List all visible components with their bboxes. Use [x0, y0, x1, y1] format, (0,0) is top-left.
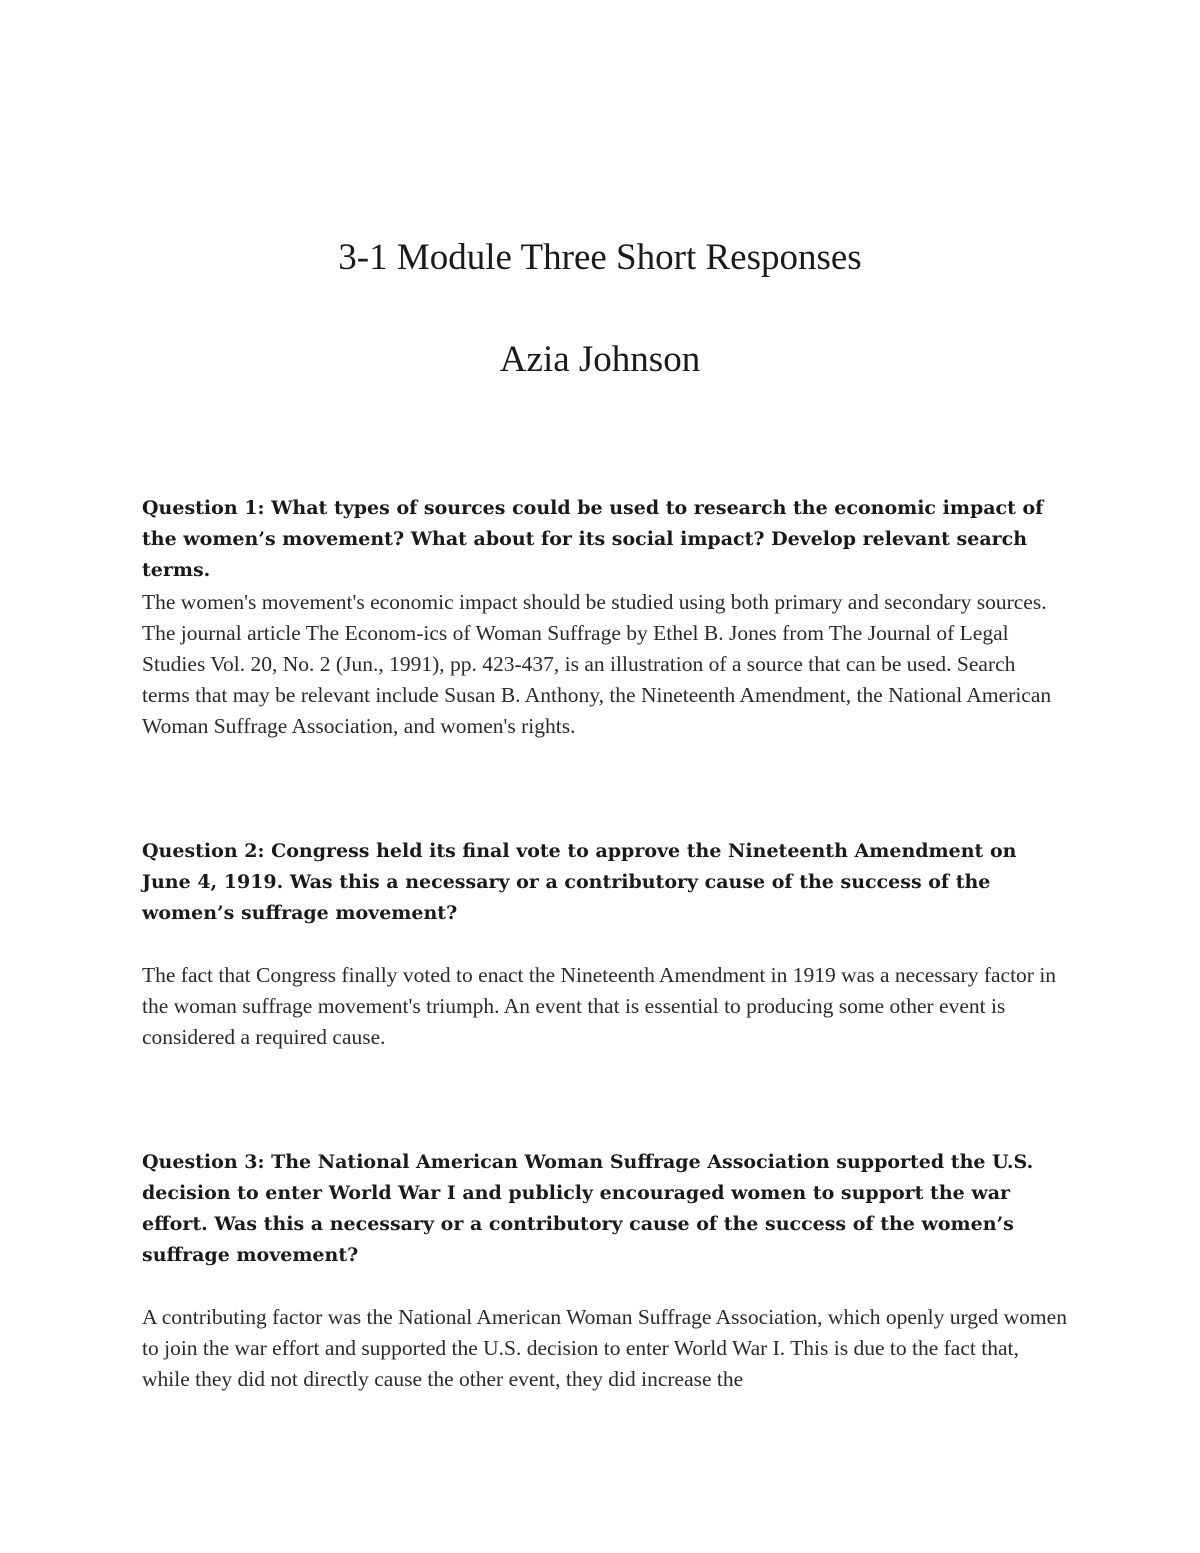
- answer-1: The women's movement's economic impact should be studied using both primary and secondary sources. The journal article The Econom-ics of Woman Suffrage by Ethel B. Jones from The Journal of Legal Studies Vol. 20, No. 2 (Jun., 1991), pp. 423-437, is an illustration of a source that can be used. Search terms that may be relevant include Susan B. Anthony, the Nineteenth Amendment, the National American Woman Suffrage Association, and women's rights.: [142, 590, 1052, 738]
- author-name: Azia Johnson: [499, 339, 701, 380]
- question-1: Question 1: What types of sources could be used to research the economic impact of the women’s movement? What about for its social impact? Develop relevant search terms.: [142, 497, 1044, 581]
- answer-2: The fact that Congress finally voted to enact the Nineteenth Amendment in 1919 was a necessary factor in the woman suffrage movement's triumph. An event that is essential to producing some other event is considered a required cause.: [142, 963, 1057, 1049]
- document-title: 3-1 Module Three Short Responses: [338, 237, 862, 278]
- question-2: Question 2: Congress held its final vote to approve the Nineteenth Amendment on June 4, 1919. Was this a necessary or a contributory cause of the success of the women’s suffrage movement?: [142, 840, 1017, 924]
- question-3: Question 3: The National American Woman Suffrage Association supported the U.S. decision to enter World War I and publicly encouraged women to support the war effort. Was this a necessary or a contributory cause of the success of the women’s suffrage movement?: [142, 1151, 1034, 1266]
- answer-3: A contributing factor was the National American Woman Suffrage Association, which openly urged women to join the war effort and supported the U.S. decision to enter World War I. This is due to the fact that, while they did not directly cause the other event, they did increase the: [142, 1305, 1067, 1391]
